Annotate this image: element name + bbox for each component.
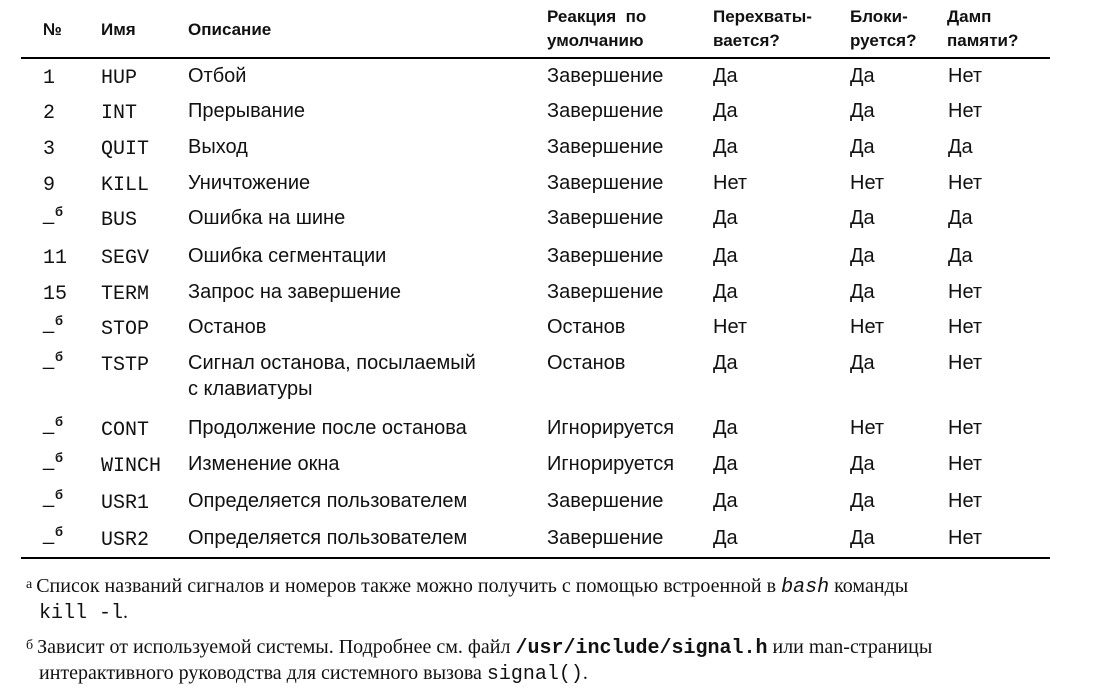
signal-name: SEGV xyxy=(101,247,150,270)
signal-default-action: Останов xyxy=(547,316,626,338)
signal-number: 15 xyxy=(43,283,68,306)
signal-default-action: Игнорируется xyxy=(547,453,675,475)
signal-blockable: Нет xyxy=(850,417,885,439)
signal-number-footnote-mark: б xyxy=(55,450,64,465)
signal-catchable: Да xyxy=(713,245,738,267)
signal-description: Сигнал останова, посылаемый xyxy=(188,352,476,374)
signal-catchable: Да xyxy=(713,136,738,158)
signal-core-dump: Нет xyxy=(948,172,983,194)
signal-name: USR2 xyxy=(101,529,150,552)
signal-blockable: Да xyxy=(850,136,875,158)
signal-number-footnote-mark: б xyxy=(55,487,64,502)
signal-core-dump: Нет xyxy=(948,490,983,512)
signal-catchable: Да xyxy=(713,527,738,549)
footnote-b-text: Зависит от используемой системы. Подробнее см. файл xyxy=(37,636,516,658)
signal-name: USR1 xyxy=(101,492,150,515)
signal-name: WINCH xyxy=(101,455,162,478)
signal-default-action: Завершение xyxy=(547,65,664,87)
signal-description: Запрос на завершение xyxy=(188,281,402,303)
footnote-a-text: Список названий сигналов и номеров также можно получить с помощью встроенной в xyxy=(36,575,782,597)
table-top-rule xyxy=(21,57,1050,59)
header-catch-2: вается? xyxy=(713,31,780,50)
signal-catchable: Да xyxy=(713,490,738,512)
signal-core-dump: Нет xyxy=(948,316,983,338)
signal-name: TSTP xyxy=(101,354,150,377)
signal-name: QUIT xyxy=(101,138,150,161)
signal-name: STOP xyxy=(101,318,150,341)
signal-blockable: Нет xyxy=(850,172,885,194)
signal-name: KILL xyxy=(101,174,150,197)
signal-description: Уничтожение xyxy=(188,172,311,194)
signal-catchable: Нет xyxy=(713,316,748,338)
footnote-a-text-end: команды xyxy=(829,575,909,597)
signal-default-action: Завершение xyxy=(547,245,664,267)
signal-blockable: Да xyxy=(850,527,875,549)
signal-core-dump: Нет xyxy=(948,281,983,303)
signal-number-footnote-mark: б xyxy=(55,204,64,219)
footnote-a-bash: bash xyxy=(781,576,830,599)
signal-name: BUS xyxy=(101,209,138,232)
signal-name: HUP xyxy=(101,67,138,90)
footnote-b-marker: б xyxy=(26,638,34,653)
signal-blockable: Да xyxy=(850,490,875,512)
signal-default-action: Останов xyxy=(547,352,626,374)
signal-description: Определяется пользователем xyxy=(188,527,468,549)
header-num: № xyxy=(43,20,62,39)
footnote-a-period: . xyxy=(123,601,129,623)
signal-number: _ xyxy=(43,312,55,334)
footnote-a xyxy=(26,574,908,626)
header-name: Имя xyxy=(101,20,136,39)
header-catch-1: Перехваты- xyxy=(713,7,812,26)
signal-description: Прерывание xyxy=(188,100,305,122)
header-dump-2: памяти? xyxy=(947,31,1019,50)
header-default-1: Реакция по xyxy=(547,7,647,26)
header-dump-1: Дамп xyxy=(947,7,992,26)
signal-number-footnote-mark: б xyxy=(55,313,64,328)
header-block-2: руется? xyxy=(850,31,917,50)
header-block-1: Блоки- xyxy=(850,7,908,26)
signal-name: CONT xyxy=(101,419,150,442)
footnote-b-text-end: или man-страницы xyxy=(767,636,933,658)
signal-catchable: Да xyxy=(713,352,738,374)
footnote-b-path: /usr/include/signal.h xyxy=(515,637,768,660)
signal-catchable: Нет xyxy=(713,172,748,194)
signal-core-dump: Нет xyxy=(948,65,983,87)
signal-number: 3 xyxy=(43,138,56,161)
signal-number: 1 xyxy=(43,67,56,90)
signal-number-footnote-mark: б xyxy=(55,349,64,364)
signal-number: 11 xyxy=(43,247,68,270)
signal-name: INT xyxy=(101,102,138,125)
footnote-b xyxy=(26,635,932,687)
signal-description: Определяется пользователем xyxy=(188,490,468,512)
signal-core-dump: Нет xyxy=(948,352,983,374)
signal-number: _ xyxy=(43,523,55,545)
signal-default-action: Завершение xyxy=(547,527,664,549)
table-bottom-rule xyxy=(21,557,1050,559)
signal-default-action: Завершение xyxy=(547,207,664,229)
signal-core-dump: Нет xyxy=(948,453,983,475)
signal-number-footnote-mark: б xyxy=(55,414,64,429)
signal-description: Продолжение после останова xyxy=(188,417,467,439)
signal-default-action: Игнорируется xyxy=(547,417,675,439)
signal-catchable: Да xyxy=(713,453,738,475)
signal-blockable: Да xyxy=(850,352,875,374)
signal-catchable: Да xyxy=(713,281,738,303)
signal-number: _ xyxy=(43,413,55,435)
signal-blockable: Да xyxy=(850,65,875,87)
signal-blockable: Да xyxy=(850,453,875,475)
signal-default-action: Завершение xyxy=(547,281,664,303)
signal-core-dump: Нет xyxy=(948,417,983,439)
signal-description: Изменение окна xyxy=(188,453,340,475)
signal-number-footnote-mark: б xyxy=(55,524,64,539)
signal-name: TERM xyxy=(101,283,150,306)
signal-core-dump: Нет xyxy=(948,100,983,122)
footnote-a-marker: а xyxy=(26,577,33,592)
footnote-b-period: . xyxy=(582,662,588,684)
signal-number: _ xyxy=(43,348,55,370)
signal-blockable: Да xyxy=(850,207,875,229)
signal-description: Выход xyxy=(188,136,248,158)
signal-number: 9 xyxy=(43,174,56,197)
signal-blockable: Нет xyxy=(850,316,885,338)
signal-catchable: Да xyxy=(713,65,738,87)
signal-catchable: Да xyxy=(713,100,738,122)
header-default-2: умолчанию xyxy=(547,31,644,50)
signal-number: _ xyxy=(43,203,55,225)
signal-blockable: Да xyxy=(850,100,875,122)
signal-core-dump: Да xyxy=(948,136,973,158)
footnote-b-signal-call: signal() xyxy=(486,663,583,686)
signal-core-dump: Да xyxy=(948,245,973,267)
signal-default-action: Завершение xyxy=(547,490,664,512)
signal-number: 2 xyxy=(43,102,56,125)
signal-description: Ошибка сегментации xyxy=(188,245,387,267)
signal-number: _ xyxy=(43,449,55,471)
signal-description-cont: с клавиатуры xyxy=(188,378,313,400)
signal-core-dump: Да xyxy=(948,207,973,229)
signal-description: Останов xyxy=(188,316,267,338)
signal-blockable: Да xyxy=(850,281,875,303)
signal-description: Ошибка на шине xyxy=(188,207,346,229)
signal-number: _ xyxy=(43,486,55,508)
signal-default-action: Завершение xyxy=(547,172,664,194)
signal-default-action: Завершение xyxy=(547,100,664,122)
footnote-b-text-2: интерактивного руководства для системного вызова xyxy=(39,662,487,684)
signal-catchable: Да xyxy=(713,417,738,439)
signal-core-dump: Нет xyxy=(948,527,983,549)
signal-default-action: Завершение xyxy=(547,136,664,158)
signal-catchable: Да xyxy=(713,207,738,229)
footnote-a-kill-cmd: kill -l xyxy=(39,602,124,625)
signal-blockable: Да xyxy=(850,245,875,267)
signal-description: Отбой xyxy=(188,65,247,87)
header-desc: Описание xyxy=(188,20,272,39)
